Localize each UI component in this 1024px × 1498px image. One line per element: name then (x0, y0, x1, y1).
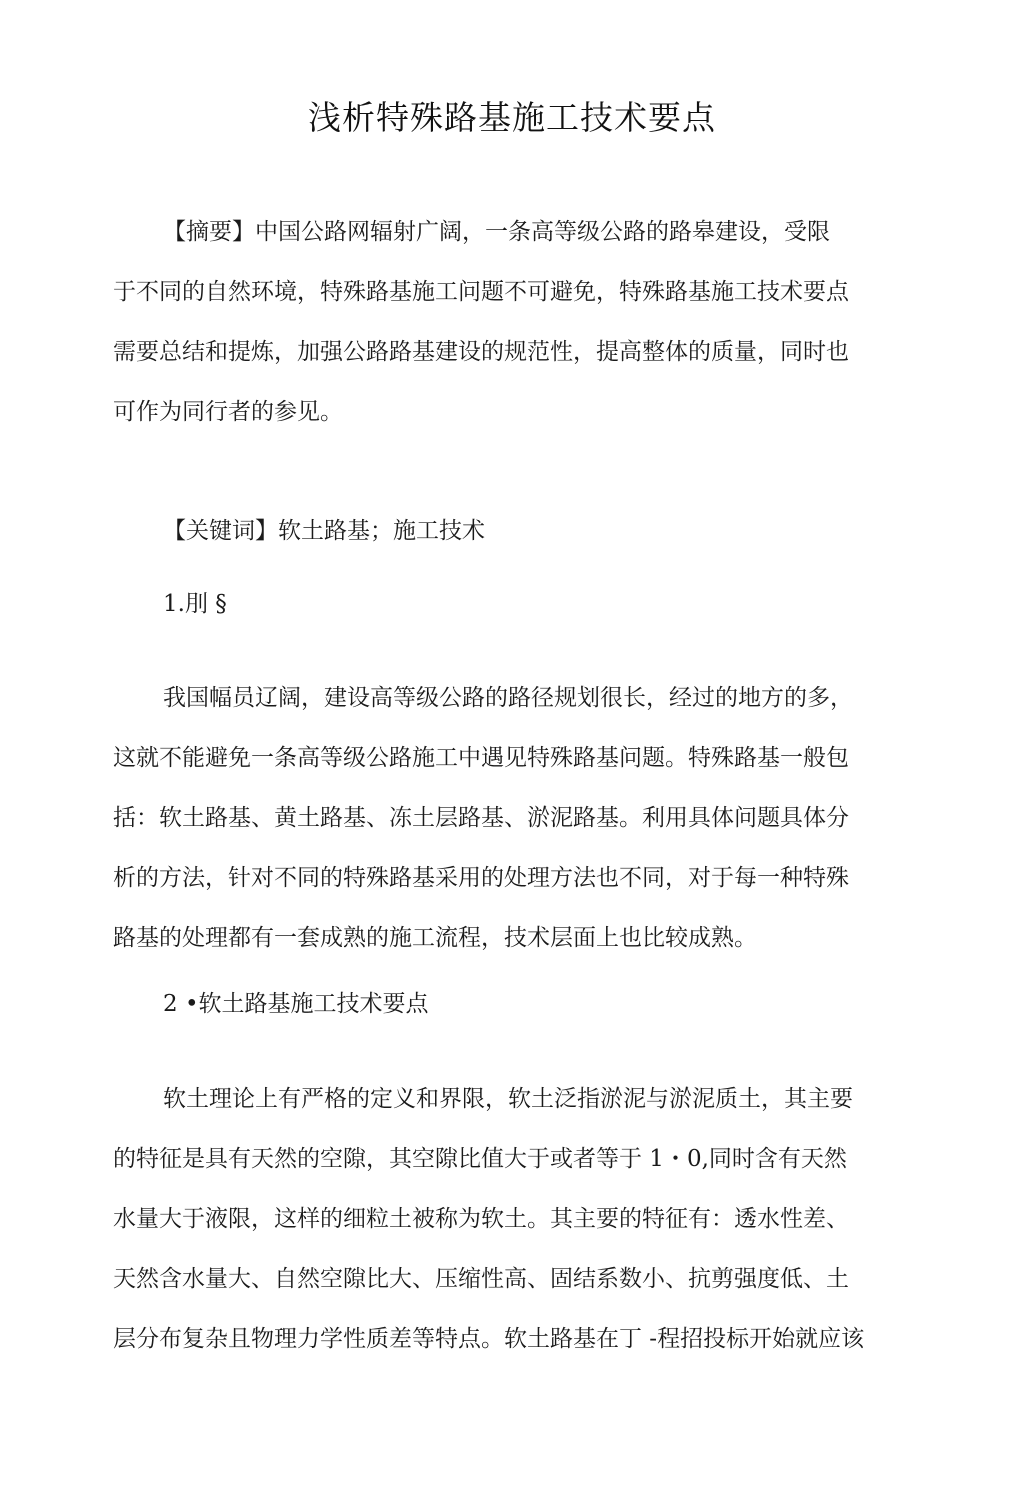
abstract-line: 可作为同行者的参见。 (113, 399, 343, 425)
paragraph-line: 天然含水量大、自然空隙比大、压缩性高、固结系数小、抗剪强度低、土 (113, 1266, 849, 1292)
abstract-line: 需要总结和提炼，加强公路路基建设的规范性，提高整体的质量，同时也 (113, 339, 849, 365)
abstract-line: 于不同的自然环境，特殊路基施工问题不可避免，特殊路基施工技术要点 (113, 279, 849, 305)
paragraph-line: 我国幅员辽阔，建设高等级公路的路径规划很长，经过的地方的多， (163, 685, 853, 711)
paragraph-line: 层分布复杂且物理力学性质差等特点。软土路基在丁 -程招投标开始就应该 (113, 1326, 865, 1352)
paragraph-line: 这就不能避免一条高等级公路施工中遇见特殊路基问题。特殊路基一般包 (113, 745, 849, 771)
paragraph-line: 软土理论上有严格的定义和界限，软土泛指淤泥与淤泥质土，其主要 (163, 1086, 853, 1112)
paragraph-line: 的特征是具有天然的空隙，其空隙比值大于或者等于 1・0,同时含有天然 (113, 1146, 847, 1172)
section-heading-2: 2 •软土路基施工技术要点 (163, 991, 429, 1017)
document-title: 浅析特殊路基施工技术要点 (308, 98, 716, 137)
abstract-line: 【摘要】中国公路网辐射广阔，一条高等级公路的路皋建设，受限 (163, 219, 830, 245)
paragraph-line: 析的方法，针对不同的特殊路基采用的处理方法也不同，对于每一种特殊 (113, 865, 849, 891)
paragraph-line: 路基的处理都有一套成熟的施工流程，技术层面上也比较成熟。 (113, 925, 757, 951)
keywords-line: 【关键词】软土路基；施工技术 (163, 518, 485, 544)
paragraph-line: 括：软土路基、黄土路基、冻土层路基、淤泥路基。利用具体问题具体分 (113, 805, 849, 831)
section-heading-1: 1.刖 § (163, 591, 227, 617)
paragraph-line: 水量大于液限，这样的细粒土被称为软土。其主要的特征有：透水性差、 (113, 1206, 849, 1232)
